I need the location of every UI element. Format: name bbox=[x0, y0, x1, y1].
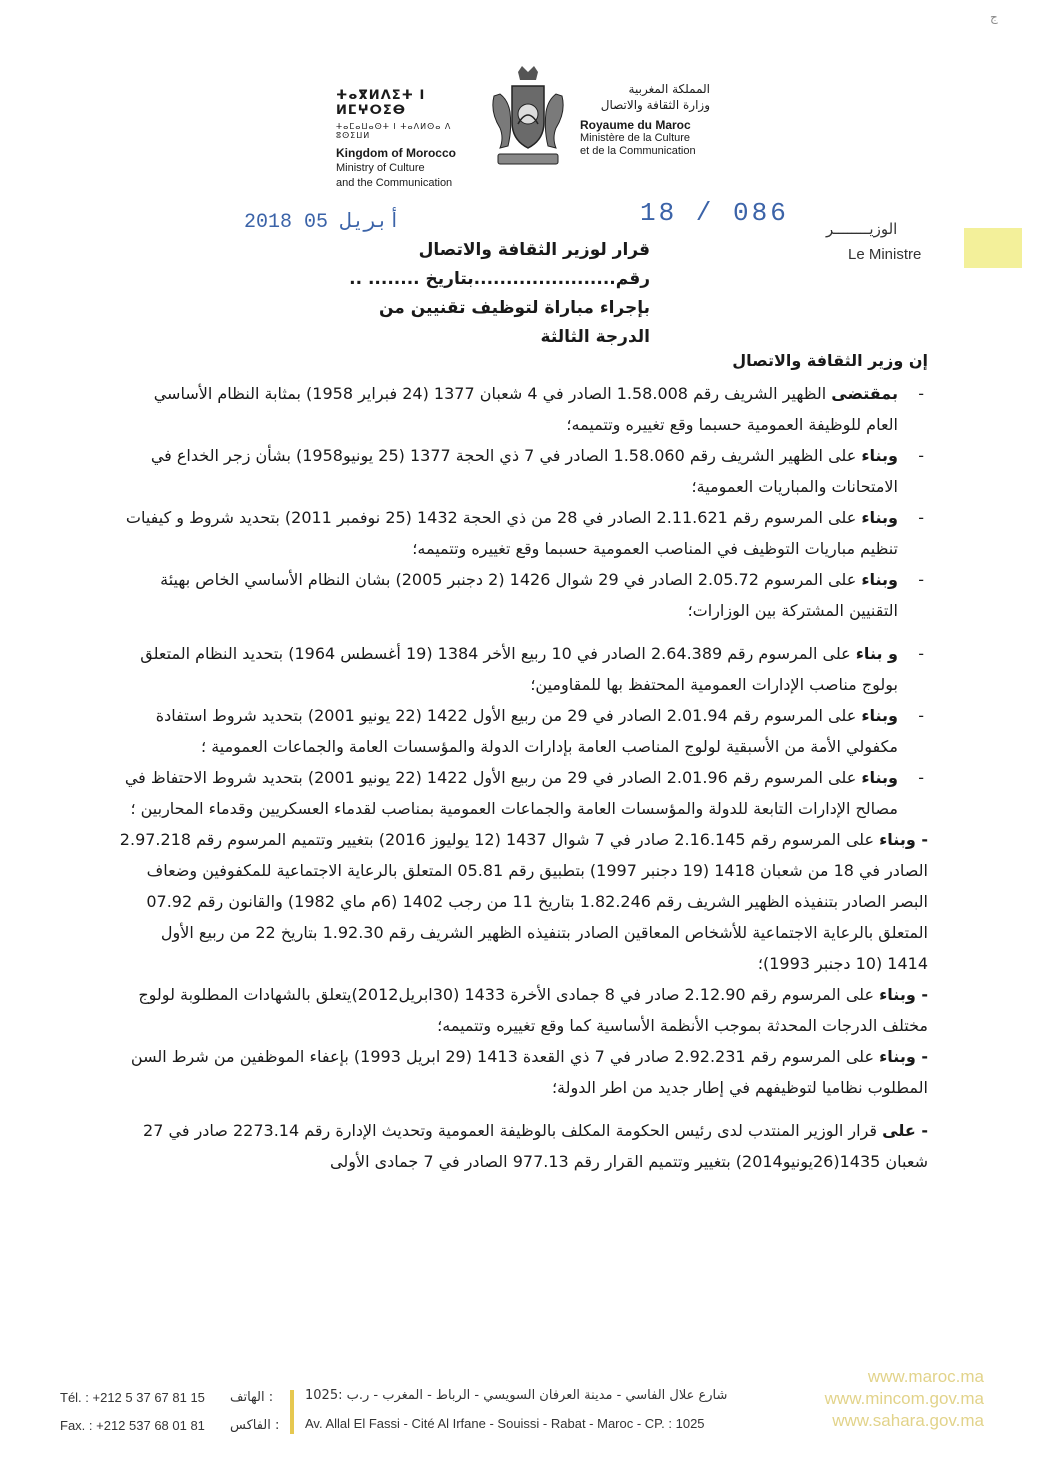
reference-number-stamp: 18 / 086 bbox=[640, 198, 789, 228]
letterhead-right bbox=[580, 82, 710, 158]
letterhead-tifinagh-1: ⵜⴰⴳⵍⴷⵉⵜ ⵏ ⵍⵎⵖⵔⵉⴱ bbox=[336, 88, 426, 118]
recital-item: - على قرار الوزير المنتدب لدى رئيس الحكومة المكلف بالوظيفة العمومية وتحديث الإدارة رقم 2273.14 صادر في 27 شعبان 1435(26يونيو2014) بتغيير وتتميم القرار رقم 977.13 الصادر في 7 جمادى الأولى bbox=[143, 1121, 928, 1171]
recital-item: - وبناء على المرسوم رقم 2.01.96 الصادر في 29 من ربيع الأول 1422 (22 يونيو 2001) بتحديد شروط الاحتفاظ في مصالح الإدارات التابعة للدولة والمؤسسات العامة والجماعات العمومية بمناصب لقدماء العسكريين وقدماء المحاربين ؛ bbox=[124, 768, 924, 818]
letterhead-ministry-en-1: Ministry of Culture bbox=[336, 162, 425, 174]
letterhead-ministry-en-2: and the Communication bbox=[336, 177, 453, 189]
moroccan-coat-of-arms-icon bbox=[486, 66, 570, 170]
yellow-tab-marker bbox=[964, 228, 1022, 268]
date-stamp: 2018 أبريل 05 bbox=[244, 211, 401, 234]
letterhead-ministry-ar: وزارة الثقافة والاتصال bbox=[600, 98, 710, 112]
letterhead-kingdom-ar: المملكة المغربية bbox=[628, 82, 710, 96]
title-line-2: رقم......................بتاريخ ........ .. bbox=[349, 269, 650, 289]
recital-item: - وبناء على المرسوم رقم 2.01.94 الصادر في 29 من ربيع الأول 1422 (22 يونيو 2001) بتحديد شروط استفادة مكفولي الأمة من الأسبقية لولوج المناصب العامة بإدارات الدولة والمؤسسات العامة والجماعات العمومية ؛ bbox=[155, 706, 924, 756]
footer-fax: Fax. : +212 537 68 01 81 bbox=[60, 1418, 205, 1433]
corner-mark: ج bbox=[990, 10, 998, 24]
minister-label-fr: Le Ministre bbox=[848, 246, 922, 263]
footer-telephone: Tél. : +212 5 37 67 81 15 bbox=[60, 1390, 205, 1405]
footer-web-1[interactable]: www.maroc.ma bbox=[867, 1367, 984, 1386]
recital-item: - وبناء على المرسوم رقم 2.92.231 صادر في 7 ذي القعدة 1413 (29 ابريل 1993) بإعفاء الموظفين من شرط السن المطلوب نظاميا لتوظيفهم في إطار جديد من اطر الدولة؛ bbox=[130, 1047, 928, 1097]
recital-item: - وبناء على الظهير الشريف رقم 1.58.060 الصادر في 7 ذي الحجة 1377 (25 يونيو1958) بشأن زجر الخداع في الامتحانات والمباريات العمومية؛ bbox=[150, 446, 924, 496]
letterhead-tifinagh-2: ⵜⴰⵎⴰⵡⴰⵙⵜ ⵏ ⵜⴰⴷⵍⵙⴰ ⴷ ⵓⵙⵉⵡⵍ bbox=[336, 122, 452, 140]
minister-label-ar: الوزيــــــــر bbox=[826, 220, 898, 238]
recital-item: - وبناء على المرسوم رقم 2.12.90 صادر في 8 جمادى الأخرة 1433 (30ابريل2012)يتعلق بالشهادات المطلوبة لولوج مختلف الدرجات المحدثة بموجب الأنظمة الأساسية كما وقع تغييره وتتميمه؛ bbox=[138, 985, 928, 1035]
decision-title bbox=[320, 236, 650, 352]
footer-divider bbox=[290, 1390, 294, 1434]
decision-body bbox=[118, 345, 928, 1177]
letterhead-kingdom-fr: Royaume du Maroc bbox=[580, 118, 691, 132]
recital-item: - بمقتضى الظهير الشريف رقم 1.58.008 الصادر في 4 شعبان 1377 (24 فبراير 1958) بمثابة النظام الأساسي العام للوظيفة العمومية حسبما وقع تغييره وتتميمه؛ bbox=[153, 384, 924, 434]
footer-web-2[interactable]: www.mincom.gov.ma bbox=[824, 1389, 984, 1408]
footer-address-fr: Av. Allal El Fassi - Cité Al Irfane - Souissi - Rabat - Maroc - CP. : 1025 bbox=[305, 1416, 705, 1431]
title-line-3: بإجراء مباراة لتوظيف تقنيين من الدرجة الثالثة bbox=[378, 298, 650, 347]
letterhead-left bbox=[336, 88, 466, 190]
preamble: إن وزير الثقافة والاتصال bbox=[732, 351, 928, 370]
recital-item: - وبناء على المرسوم رقم 2.11.621 الصادر في 28 من ذي الحجة 1432 (25 نوفمبر 2011) بتحديد شروط و كيفيات تنظيم مباريات التوظيف في المناصب العمومية حسبما وقع تغييره وتتميمه؛ bbox=[125, 508, 924, 558]
footer-telephone-ar: : الهاتف bbox=[230, 1390, 274, 1405]
letterhead-ministry-fr-1: Ministère de la Culture bbox=[580, 132, 691, 144]
title-line-1: قرار لوزير الثقافة والاتصال bbox=[418, 240, 650, 260]
recital-item: - وبناء على المرسوم رقم 2.16.145 صادر في 7 شوال 1437 (12 يوليوز 2016) بتغيير وتتميم المرسوم رقم 2.97.218 الصادر في 18 من شعبان 1418 (19 دجنبر 1997) بتطبيق رقم 05.81 المتعلق بالرعاية الاجتماعية للمكفوفين وضعاف البصر الصادر بتنفيذه الظهير الشريف رقم 1.82.246 بتاريخ 11 من رجب 1402 (6م ماي 1982) والقانون رقم 07.92 المتعلق بالرعاية الاجتماعية للأشخاص المعاقين الصادر بتنفيذه الظهير الشريف رقم 1.92.30 بتاريخ 22 من ربيع الأول 1414 (10 دجنبر 1993)؛ bbox=[119, 830, 928, 973]
recital-item: - وبناء على المرسوم 2.05.72 الصادر في 29 شوال 1426 (2 دجنبر 2005) بشان النظام الأساسي الخاص بهيئة التقنيين المشتركة بين الوزارات؛ bbox=[160, 570, 924, 620]
footer-web-3[interactable]: www.sahara.gov.ma bbox=[832, 1411, 984, 1430]
footer-address-ar: شارع علال الفاسي - مدينة العرفان السويسي - الرباط - المغرب - ر.ب :1025 bbox=[305, 1388, 728, 1403]
letterhead-ministry-fr-2: et de la Communication bbox=[580, 145, 696, 157]
footer-websites bbox=[788, 1366, 984, 1432]
letterhead-kingdom-en: Kingdom of Morocco bbox=[336, 146, 456, 160]
recital-item: - و بناء على المرسوم رقم 2.64.389 الصادر في 10 ربيع الأخر 1384 (19 أغسطس 1964) بتحديد النظام المتعلق بولوج مناصب الإدارات العمومية المحتفظ بها للمقاومين؛ bbox=[140, 644, 924, 694]
footer-fax-ar: : الفاكس bbox=[230, 1418, 280, 1433]
